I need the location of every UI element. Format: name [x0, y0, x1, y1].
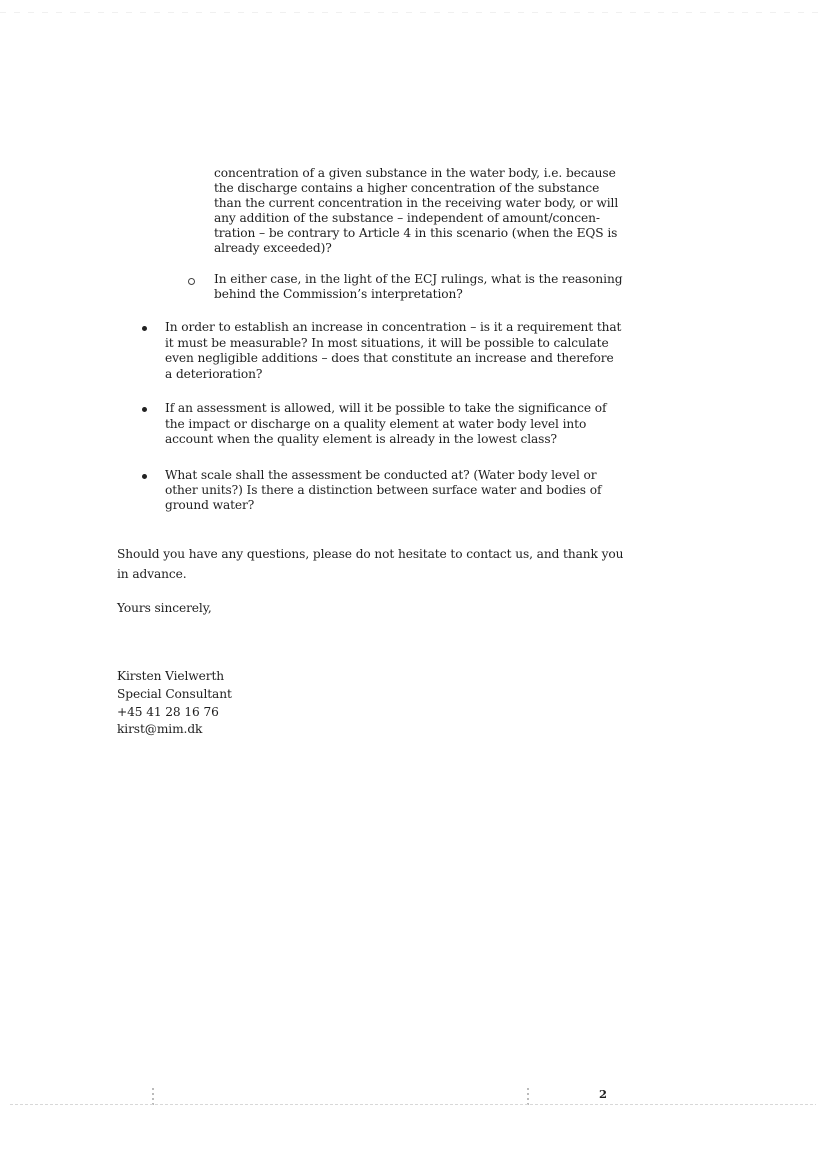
bullet-icon: [142, 474, 147, 479]
text-line: account when the quality element is already in the lowest class?: [165, 432, 557, 446]
text-line: in advance.: [117, 567, 187, 581]
bullet-icon: [142, 407, 147, 412]
text-line: the impact or discharge on a quality element at water body level into: [165, 417, 587, 431]
signer-name: Kirsten Vielwerth: [117, 669, 225, 683]
text-line: ground water?: [165, 498, 255, 512]
text-line: other units?) Is there a distinction between surface water and bodies of: [165, 483, 602, 497]
scan-artifact-tick: [152, 1088, 154, 1108]
text-line: it must be measurable? In most situations, it will be possible to calculate: [165, 336, 609, 350]
text-line: any addition of the substance – independent of amount/concen-: [214, 211, 600, 225]
text-line: If an assessment is allowed, will it be possible to take the significance of: [165, 401, 607, 415]
page-number: 2: [599, 1087, 608, 1101]
bullet-icon: [142, 326, 147, 331]
salutation: Yours sincerely,: [117, 601, 212, 615]
text-line: concentration of a given substance in the water body, i.e. because: [214, 166, 616, 180]
text-line: What scale shall the assessment be conducted at? (Water body level or: [165, 468, 597, 482]
text-line: a deterioration?: [165, 367, 263, 381]
scan-artifact-tick: [527, 1088, 529, 1108]
text-line: tration – be contrary to Article 4 in this scenario (when the EQS is: [214, 226, 618, 240]
footer-rule: [10, 1104, 816, 1105]
text-line: already exceeded)?: [214, 241, 332, 255]
text-line: In order to establish an increase in concentration – is it a requirement that: [165, 320, 622, 334]
text-line: than the current concentration in the receiving water body, or will: [214, 196, 619, 210]
text-line: behind the Commission’s interpretation?: [214, 287, 463, 301]
text-line: the discharge contains a higher concentration of the substance: [214, 181, 600, 195]
text-line: In either case, in the light of the ECJ rulings, what is the reasoning: [214, 272, 623, 286]
signer-email: kirst@mim.dk: [117, 722, 203, 736]
signer-phone: +45 41 28 16 76: [117, 705, 219, 719]
circle-bullet-icon: [188, 278, 195, 285]
signer-title: Special Consultant: [117, 687, 232, 701]
text-line: Should you have any questions, please do not hesitate to contact us, and thank you: [117, 547, 624, 561]
text-line: even negligible additions – does that constitute an increase and therefore: [165, 351, 614, 365]
scan-artifact-top: [0, 12, 826, 13]
